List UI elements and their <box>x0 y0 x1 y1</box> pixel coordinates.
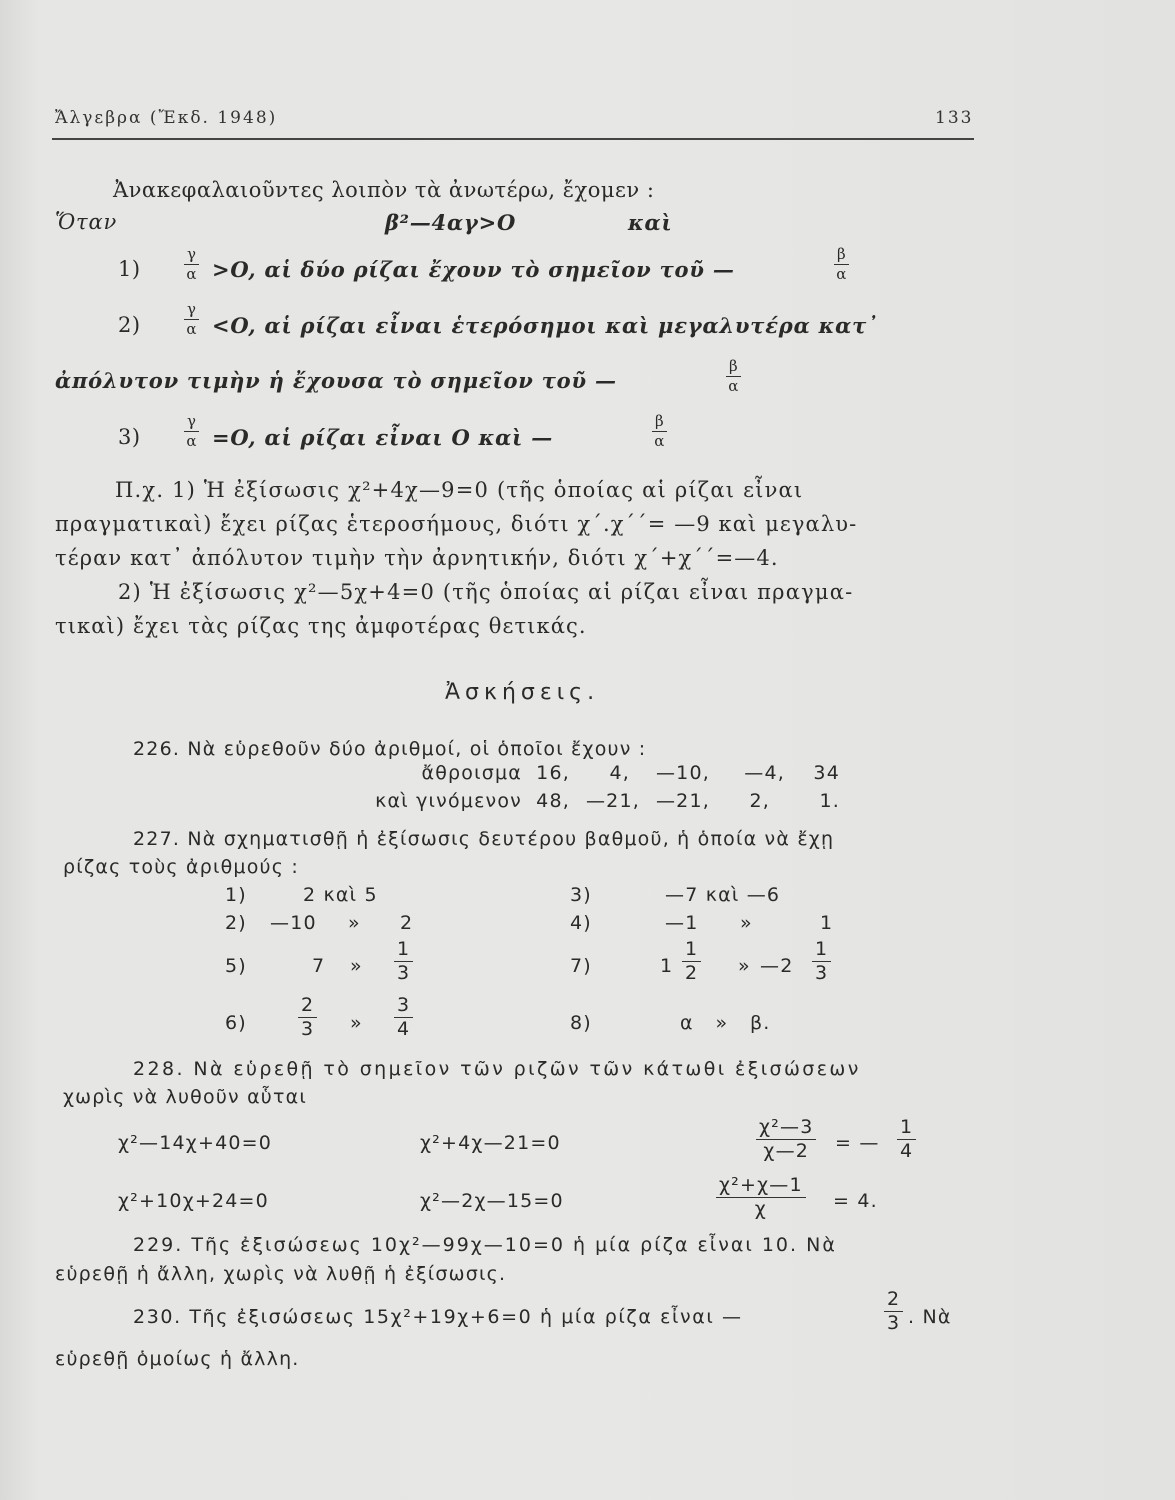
ex227-v2a: —10 <box>270 912 317 934</box>
ex228-eq4: χ²+10χ+24=0 <box>118 1190 269 1212</box>
ex226-prod-4: 2, <box>749 790 770 812</box>
case1-beta-fraction <box>830 247 853 282</box>
ex227-v7a: 1 <box>660 955 674 977</box>
ex228-eq3-rhs: = — <box>835 1132 880 1154</box>
ex229-line-2: εὑρεθῇ ἡ ἄλλη, χωρὶς νὰ λυθῇ ἡ ἐξίσωσις. <box>55 1263 507 1285</box>
ex227-frac-3-4 <box>390 996 417 1039</box>
ex227-v7m: » <box>738 955 751 977</box>
ex228-eq6-rhs: = 4. <box>833 1190 878 1212</box>
ex227-n2: 2) <box>225 912 247 934</box>
ex227-n8: 8) <box>570 1012 592 1034</box>
ex226-text: 226. Νὰ εὑρεθοῦν δύο ἀριθμοί, οἱ ὁποῖοι ἔχουν : <box>133 738 647 760</box>
ex230-fraction <box>880 1290 907 1333</box>
ex226-prod-5: 1. <box>819 790 840 812</box>
ex228-line-2: χωρὶς νὰ λυθοῦν αὗται <box>63 1086 307 1108</box>
ex230-line-2: εὑρεθῇ ὁμοίως ἡ ἄλλη. <box>55 1348 300 1370</box>
case2-continuation: ἀπόλυτον τιμὴν ἡ ἔχουσα τὸ σημεῖον τοῦ — <box>55 368 617 393</box>
ex227-n6: 6) <box>225 1012 247 1034</box>
ex226-sum-2: 4, <box>609 762 630 784</box>
ex227-frac-2-3 <box>294 996 321 1039</box>
ex227-v3: —7 καὶ —6 <box>665 884 781 906</box>
ex227-v5a: 7 <box>312 955 326 977</box>
ex226-prod-3: —21, <box>655 790 710 812</box>
ex226-product-label: καὶ γινόμενον <box>375 790 522 812</box>
case1-number: 1) <box>118 257 141 281</box>
ex227-n7: 7) <box>570 955 592 977</box>
case3-beta-fraction <box>648 414 671 449</box>
ex226-prod-2: —21, <box>585 790 640 812</box>
case3-text: =O, αἱ ρίζαι εἶναι O καὶ — <box>212 425 554 450</box>
ex227-frac-1-3b <box>808 940 835 983</box>
ex227-v2b: 2 <box>400 912 414 934</box>
ex227-v1: 2 καὶ 5 <box>303 884 378 906</box>
ex227-v5m: » <box>350 955 363 977</box>
two-thirds: $\frac{2}{3}$ <box>298 996 317 1039</box>
case3-fraction <box>180 414 203 449</box>
ex227-line-1: 227. Νὰ σχηματισθῇ ἡ ἐξίσωσις δευτέρου βαθμοῦ, ἡ ὁποία νὰ ἔχῃ <box>133 828 835 850</box>
ex227-frac-1-3 <box>390 940 417 983</box>
one-third: $\frac{1}{3}$ <box>394 940 413 983</box>
example-line-2: πραγματικαὶ) ἔχει ρίζας ἑτεροσήμους, διότι χ΄.χ΄΄= —9 καὶ μεγαλυ- <box>55 512 858 536</box>
beta-over-alpha: $\frac{\beta}{\alpha}$ <box>834 247 849 282</box>
one-quarter: $\frac{1}{4}$ <box>897 1118 916 1161</box>
ex226-sum-3: —10, <box>655 762 710 784</box>
exercises-heading: Ἀσκήσεις. <box>445 680 600 705</box>
example-line-4: 2) Ἡ ἐξίσωσις χ²—5χ+4=0 (τῆς ὁποίας αἱ ρίζαι εἶναι πραγμα- <box>118 580 854 604</box>
ex228-eq3-rhs-fraction <box>893 1118 920 1161</box>
ex227-n3: 3) <box>570 884 592 906</box>
two-thirds: $\frac{2}{3}$ <box>884 1290 903 1333</box>
ex228-eq2: χ²+4χ—21=0 <box>420 1132 561 1154</box>
ex227-v8: α » β. <box>680 1012 771 1034</box>
one-third: $\frac{1}{3}$ <box>812 940 831 983</box>
case2-fraction <box>180 302 203 337</box>
ex227-frac-1-2 <box>678 940 705 983</box>
ex228-eq3-fraction <box>752 1118 820 1161</box>
case1-text: >O, αἱ δύο ρίζαι ἔχουν τὸ σημεῖον τοῦ — <box>212 257 735 282</box>
ex230-line-1: 230. Τῆς ἐξισώσεως 15χ²+19χ+6=0 ἡ μία ρίζα εἶναι — <box>133 1306 743 1328</box>
beta-over-alpha: $\frac{\beta}{\alpha}$ <box>726 359 741 394</box>
case2-number: 2) <box>118 313 141 337</box>
case2-text: <O, αἱ ρίζαι εἶναι ἑτερόσημοι καὶ μεγαλυτέρα κατ᾽ <box>212 313 879 338</box>
page-number: 133 <box>935 108 974 128</box>
ex226-sum-4: —4, <box>744 762 785 784</box>
ex228-eq1: χ²—14χ+40=0 <box>118 1132 273 1154</box>
running-title: Ἄλγεβρα (Ἔκδ. 1948) <box>55 108 278 128</box>
ex226-sum-label: ἄθροισμα <box>421 762 522 784</box>
beta-over-alpha: $\frac{\beta}{\alpha}$ <box>652 414 667 449</box>
ex226-prod-1: 48, <box>536 790 570 812</box>
ex227-v4a: —1 <box>665 912 699 934</box>
three-quarters: $\frac{3}{4}$ <box>394 996 413 1039</box>
ex229-line-1: 229. Τῆς ἐξισώσεως 10χ²—99χ—10=0 ἡ μία ρίζα εἶναι 10. Νὰ <box>133 1234 837 1256</box>
ex226-sum-1: 16, <box>536 762 570 784</box>
ex228-line-1: 228. Νὰ εὑρεθῇ τὸ σημεῖον τῶν ριζῶν τῶν κάτωθι ἐξισώσεων <box>133 1058 861 1080</box>
ex227-v4b: 1 <box>820 912 834 934</box>
ex226-sum-5: 34 <box>813 762 840 784</box>
ex227-v7b: —2 <box>760 955 794 977</box>
one-half: $\frac{1}{2}$ <box>682 940 701 983</box>
case1-fraction <box>180 247 203 282</box>
header-rule <box>52 138 974 140</box>
ex227-v4m: » <box>740 912 753 934</box>
discriminant-condition: β²—4αγ>O <box>385 210 517 235</box>
otan-word: Ὅταν <box>55 210 118 234</box>
ex230-line-1-end: . Νὰ <box>908 1306 952 1328</box>
ex227-n1: 1) <box>225 884 247 906</box>
case3-number: 3) <box>118 425 141 449</box>
case2-beta-fraction <box>722 359 745 394</box>
example-line-5: τικαὶ) ἔχει τὰς ρίζας της ἀμφοτέρας θετικάς. <box>55 614 587 638</box>
ex227-v2m: » <box>348 912 361 934</box>
ex227-n5: 5) <box>225 955 247 977</box>
kai-word: καὶ <box>628 210 673 235</box>
ex228-eq6-fraction <box>712 1176 810 1219</box>
example-line-1: Π.χ. 1) Ἡ ἐξίσωσις χ²+4χ—9=0 (τῆς ὁποίας αἱ ρίζαι εἶναι <box>115 478 804 502</box>
ex227-v6m: » <box>350 1012 363 1034</box>
eq3-lhs: $\frac{\text{χ²—3}}{\chi—2}$ <box>756 1118 816 1161</box>
ex227-line-2: ρίζας τοὺς ἀριθμούς : <box>63 856 299 878</box>
ex228-eq5: χ²—2χ—15=0 <box>420 1190 564 1212</box>
example-line-3: τέραν κατ᾽ ἀπόλυτον τιμὴν τὴν ἀρνητικήν, διότι χ΄+χ΄΄=—4. <box>55 546 779 570</box>
ex227-n4: 4) <box>570 912 592 934</box>
gamma-over-alpha: $\frac{\gamma}{\alpha}$ <box>184 414 199 449</box>
gamma-over-alpha: $\frac{\gamma}{\alpha}$ <box>184 302 199 337</box>
gamma-over-alpha: $\frac{\gamma}{\alpha}$ <box>184 247 199 282</box>
summary-intro: Ἀνακεφαλαιοῦντες λοιπὸν τὰ ἀνωτέρω, ἔχομεν : <box>113 178 655 202</box>
eq6-lhs: $\frac{\text{χ²+χ—1}}{\chi}$ <box>716 1176 806 1219</box>
